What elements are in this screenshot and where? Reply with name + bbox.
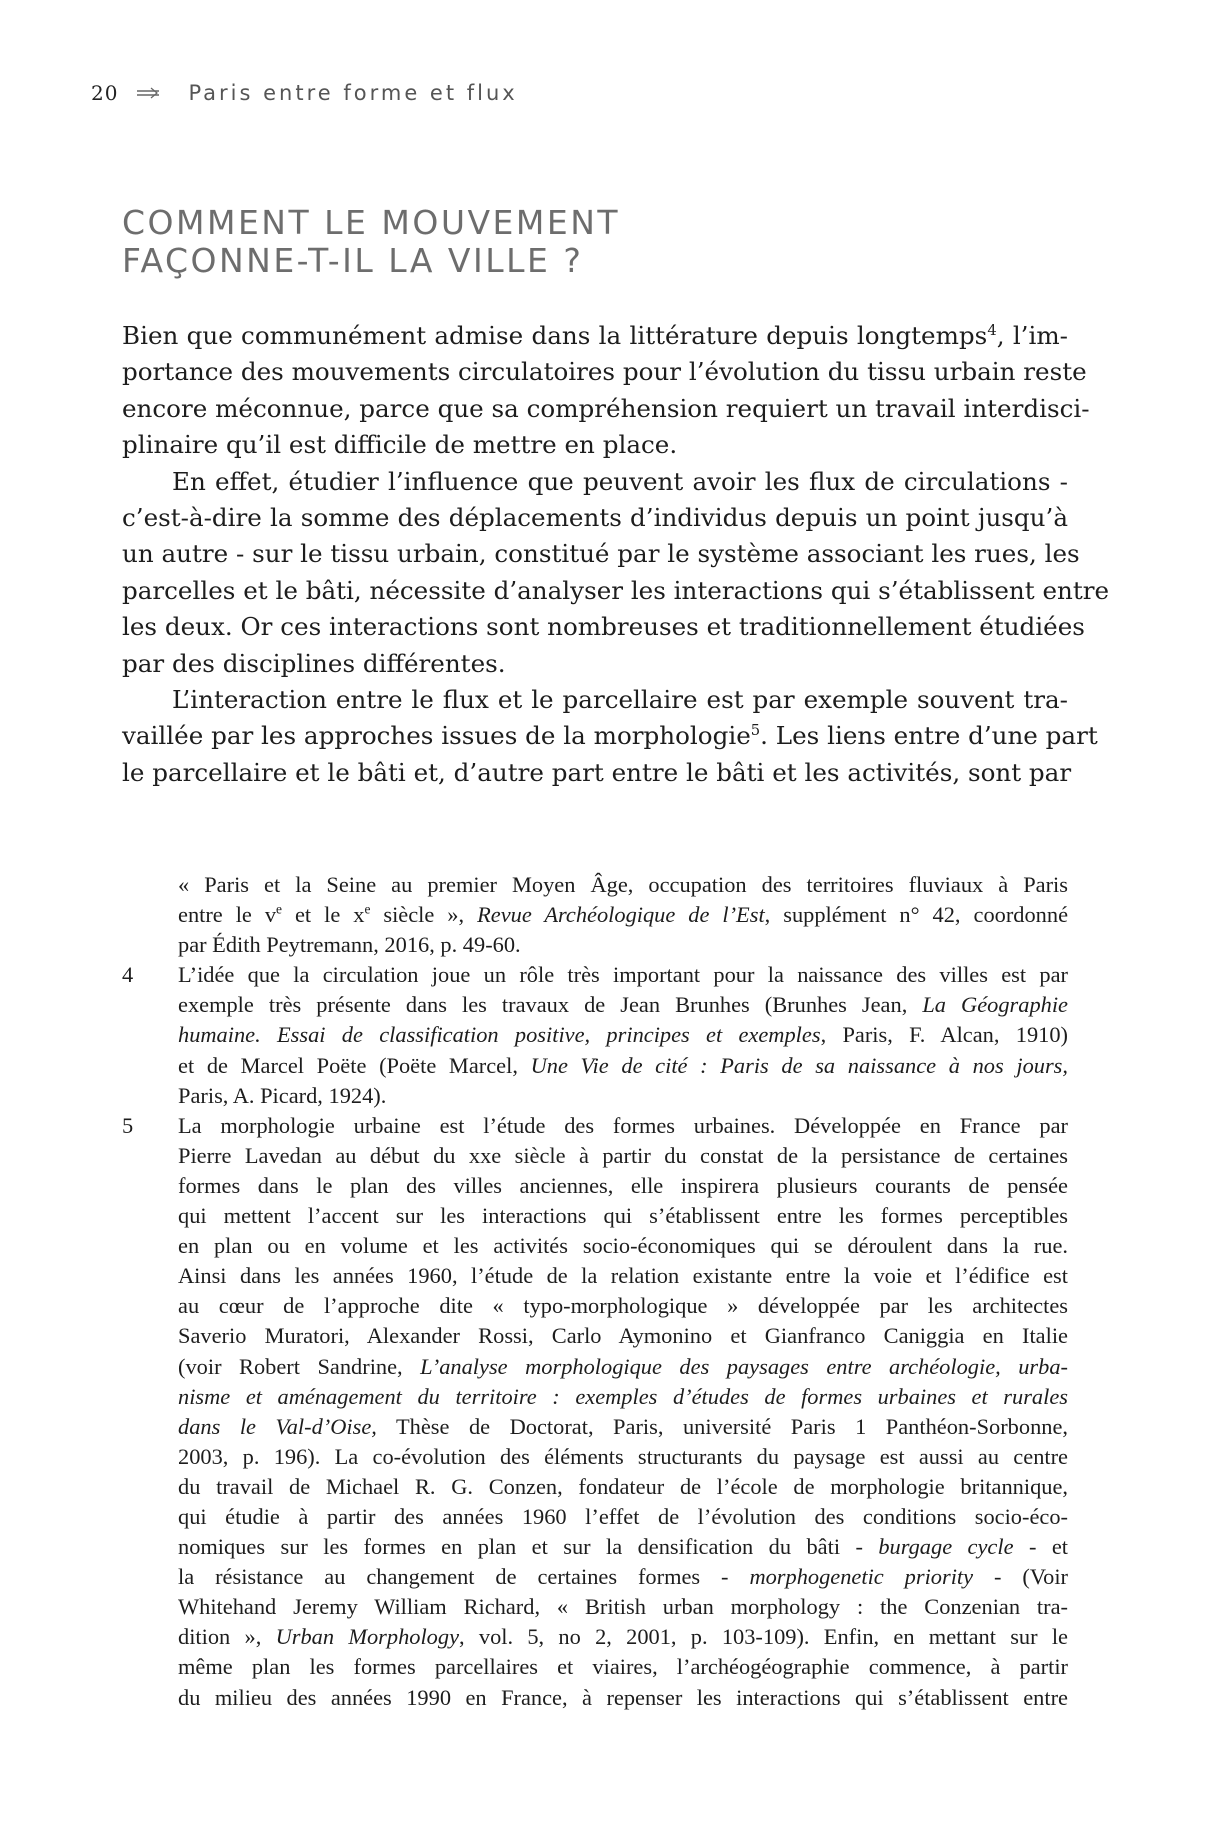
- body-line: En effet, étudier l’influence que peuvent avoir les flux de circulations -: [172, 466, 1068, 496]
- footnote-line: [178, 1352, 1068, 1382]
- running-head: [91, 78, 518, 108]
- body-text: [122, 318, 1110, 791]
- thesis-title: nisme et aménagement du territoire : exemples d’études de formes urbaines et rurales: [178, 1383, 1068, 1409]
- body-line: [122, 318, 1068, 354]
- footnote-line: du travail de Michael R. G. Conzen, fondateur de l’école de morphologie britannique,: [178, 1473, 1068, 1499]
- section-heading: [122, 204, 620, 280]
- footnote-line: [178, 900, 1068, 930]
- body-line: parcelles et le bâti, nécessite d’analyser les interactions qui s’établissent entre: [122, 575, 1110, 605]
- footnote-line: La morphologie urbaine est l’étude des formes urbaines. Développée en France par: [178, 1112, 1068, 1138]
- body-line: plinaire qu’il est difficile de mettre en place.: [122, 430, 678, 460]
- book-title: Une Vie de cité : Paris de sa naissance à nos jours,: [530, 1052, 1068, 1078]
- note-text: et le x: [282, 902, 365, 928]
- footnote-line: au cœur de l’approche dite « typo-morphologique » développée par les architectes: [178, 1293, 1068, 1319]
- note-text: , supplément n° 42, coordonné: [764, 902, 1069, 928]
- body-line-text: Bien que communément admise dans la littérature depuis longtemps: [122, 321, 988, 350]
- note-text: Thèse de Doctorat, Paris, université Paris 1 Panthéon-Sorbonne,: [376, 1413, 1068, 1439]
- note-text: , Paris, F. Alcan, 1910): [820, 1022, 1068, 1048]
- note-text: et de Marcel Poëte (Poëte Marcel,: [178, 1052, 531, 1078]
- note-text: siècle »,: [370, 902, 478, 928]
- body-line-text: vaillée par les approches issues de la morphologie: [122, 721, 751, 751]
- book-title: humaine. Essai de classification positive, principes et exemples: [178, 1022, 821, 1048]
- footnote-line: par Édith Peytremann, 2016, p. 49-60.: [178, 932, 521, 958]
- footnote-line: « Paris et la Seine au premier Moyen Âge, occupation des territoires fluviaux à Paris: [178, 872, 1068, 897]
- body-line-tail: , l’im-: [996, 321, 1068, 350]
- body-line: c’est-à-dire la somme des déplacements d’individus depuis un point jusqu’à: [122, 503, 1068, 533]
- footnotes: [122, 870, 1068, 1713]
- book-title: La Géographie: [922, 992, 1068, 1018]
- note-text: , vol. 5, no 2, 2001, p. 103-109). Enfin, en mettant sur le: [459, 1624, 1068, 1650]
- body-line: L’interaction entre le flux et le parcellaire est par exemple souvent tra-: [172, 685, 1068, 715]
- footnote-continued: [122, 870, 1068, 960]
- note-sup: e: [276, 901, 283, 917]
- term: burgage cycle: [878, 1534, 1014, 1560]
- footnote-line: [178, 1622, 1068, 1652]
- footnote-line: [178, 1382, 1068, 1412]
- thesis-title: L’analyse morphologique des paysages entre archéologie, urba-: [420, 1353, 1068, 1379]
- footnote-ref-4[interactable]: 4: [987, 321, 997, 339]
- double-line-arrow-ornament-icon: [136, 87, 160, 99]
- page-number: 20: [91, 81, 119, 105]
- note-sup: e: [364, 901, 371, 917]
- running-title: Paris entre forme et flux: [188, 81, 518, 105]
- footnote-line: L’idée que la circulation joue un rôle très important pour la naissance des villes est par: [178, 962, 1068, 988]
- thesis-title: dans le Val-d’Oise,: [178, 1413, 377, 1439]
- footnote-line: [178, 1562, 1068, 1592]
- footnote-line: Ainsi dans les années 1960, l’étude de la relation existante entre la voie et l’édifice est: [178, 1263, 1068, 1289]
- footnote-line: du milieu des années 1990 en France, à repenser les interactions qui s’établissent entre: [178, 1684, 1068, 1710]
- footnote-line: Whitehand Jeremy William Richard, « British urban morphology : the Conzenian tra-: [178, 1594, 1068, 1620]
- note-text: - (Voir: [973, 1564, 1069, 1590]
- footnote-line: qui mettent l’accent sur les interactions qui s’établissent entre les formes perceptibles: [178, 1203, 1068, 1229]
- journal-title: Revue Archéologique de l’Est: [477, 902, 765, 928]
- note-text: nomiques sur les formes en plan et sur la densification du bâti -: [178, 1534, 879, 1560]
- footnote-line: formes dans le plan des villes anciennes, elle inspirera plusieurs courants de pensée: [178, 1172, 1068, 1198]
- note-text: la résistance au changement de certaines formes -: [178, 1564, 750, 1590]
- term: morphogenetic priority: [749, 1564, 974, 1590]
- body-line: les deux. Or ces interactions sont nombreuses et traditionnellement étudiées: [122, 612, 1085, 642]
- footnote-line: Pierre Lavedan au début du xxe siècle à partir du constat de la persistance de certaines: [178, 1142, 1068, 1168]
- footnote-ref-5[interactable]: 5: [750, 722, 761, 740]
- body-line: portance des mouvements circulatoires pour l’évolution du tissu urbain reste: [122, 357, 1087, 387]
- footnote-5: [122, 1111, 1068, 1713]
- note-text: entre le v: [178, 902, 277, 928]
- body-line: [122, 718, 1098, 754]
- footnote-line: [178, 1020, 1068, 1050]
- footnote-4: [122, 960, 1068, 1110]
- footnote-line: [178, 1532, 1068, 1562]
- note-text: - et: [1013, 1534, 1068, 1560]
- footnote-line: [178, 990, 1068, 1020]
- body-line: par des disciplines différentes.: [122, 648, 506, 678]
- footnote-line: [178, 1051, 1068, 1081]
- note-text: (voir Robert Sandrine,: [178, 1353, 421, 1379]
- footnote-line: qui étudie à partir des années 1960 l’effet de l’évolution des conditions socio-éco-: [178, 1503, 1068, 1529]
- footnote-line: Paris, A. Picard, 1924).: [178, 1082, 387, 1108]
- footnote-line: 2003, p. 196). La co-évolution des éléments structurants du paysage est aussi au centre: [178, 1443, 1068, 1469]
- journal-title: Urban Morphology: [275, 1624, 460, 1650]
- body-line: un autre - sur le tissu urbain, constitué par le système associant les rues, les: [122, 539, 1080, 569]
- body-line: encore méconnue, parce que sa compréhension requiert un travail interdisci-: [122, 393, 1090, 423]
- section-heading-line-2: FAÇONNE-T-IL LA VILLE ?: [122, 241, 584, 280]
- note-text: dition »,: [178, 1624, 276, 1650]
- body-line-tail: . Les liens entre d’une part: [760, 721, 1098, 751]
- footnote-line: [178, 1412, 1068, 1442]
- footnote-line: même plan les formes parcellaires et viaires, l’archéogéographie commence, à partir: [178, 1654, 1068, 1680]
- footnote-number: 5: [122, 1112, 134, 1138]
- note-text: exemple très présente dans les travaux de Jean Brunhes (Brunhes Jean,: [178, 992, 923, 1018]
- section-heading-line-1: COMMENT LE MOUVEMENT: [122, 203, 621, 242]
- footnote-number: 4: [122, 962, 134, 988]
- footnote-line: Saverio Muratori, Alexander Rossi, Carlo Aymonino et Gianfranco Caniggia en Italie: [178, 1323, 1068, 1349]
- body-line: le parcellaire et le bâti et, d’autre part entre le bâti et les activités, sont par: [122, 757, 1072, 787]
- footnote-line: en plan ou en volume et les activités socio-économiques qui se déroulent dans la rue.: [178, 1233, 1068, 1259]
